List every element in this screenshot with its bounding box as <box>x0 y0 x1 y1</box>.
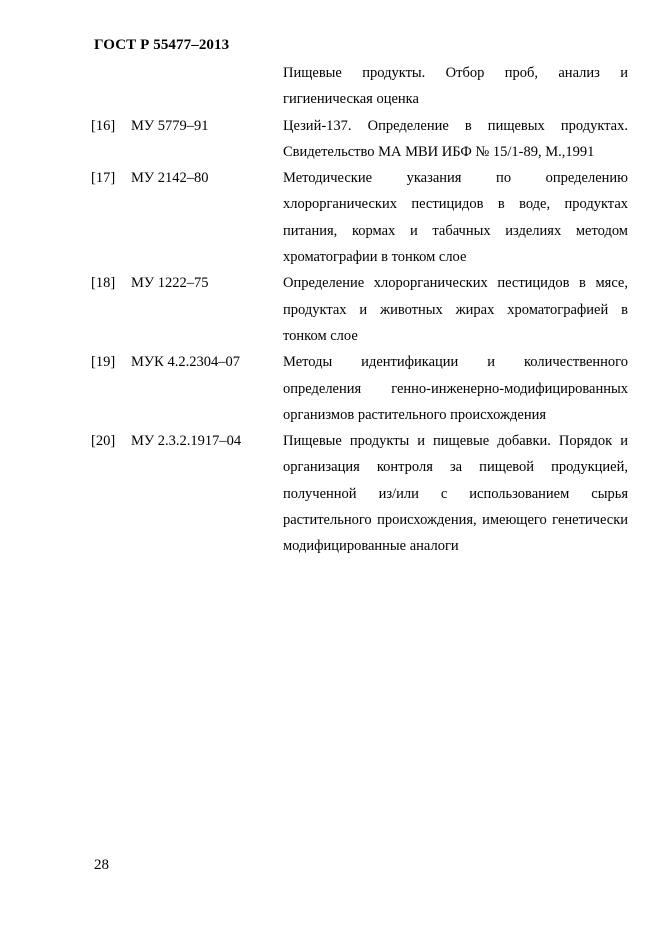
bibliography-list <box>91 60 631 560</box>
entry-number: [20] <box>91 433 116 450</box>
page-number: 28 <box>94 857 109 873</box>
bibliography-entry-17 <box>91 165 631 270</box>
entry-number: [18] <box>91 275 116 292</box>
entry-description: Определение хлорорганических пестицидов в мясе, продуктах и животных жирах хроматографией в тонком слое <box>283 275 628 344</box>
entry-description: Цезий-137. Определение в пищевых продуктах. Свидетельство МА МВИ ИБФ № 15/1-89, М.,1991 <box>283 117 628 160</box>
bibliography-entry-16 <box>91 113 631 166</box>
entry-number: [19] <box>91 354 116 371</box>
document-code-header: ГОСТ Р 55477–2013 <box>94 37 230 53</box>
entry-number: [17] <box>91 170 116 187</box>
entry-description: Пищевые продукты. Отбор проб, анализ и гигиеническая оценка <box>283 65 628 108</box>
entry-code: МУ 2142–80 <box>131 170 209 187</box>
bibliography-entry-18 <box>91 270 631 349</box>
bibliography-entry-19 <box>91 349 631 428</box>
entry-code: МУ 2.3.2.1917–04 <box>131 433 242 450</box>
entry-code: МУ 1222–75 <box>131 275 209 292</box>
entry-description: Методы идентификации и количественного определения генно-инженерно-модифицированных организмов растительного происхождения <box>283 354 628 423</box>
entry-code: МУК 4.2.2304–07 <box>131 354 240 371</box>
entry-description: Пищевые продукты и пищевые добавки. Порядок и организация контроля за пищевой продукцией, полученной из/или с использованием сырья растительного происхождения, имеющего генетически модифицированные аналоги <box>283 433 628 555</box>
entry-code: МУ 5779–91 <box>131 117 209 134</box>
entry-number: [16] <box>91 117 116 134</box>
entry-description: Методические указания по определению хлорорганических пестицидов в воде, продуктах питания, кормах и табачных изделиях методом хроматографии в тонком слое <box>283 170 628 266</box>
bibliography-entry-continued <box>91 60 631 113</box>
bibliography-entry-20 <box>91 428 631 559</box>
